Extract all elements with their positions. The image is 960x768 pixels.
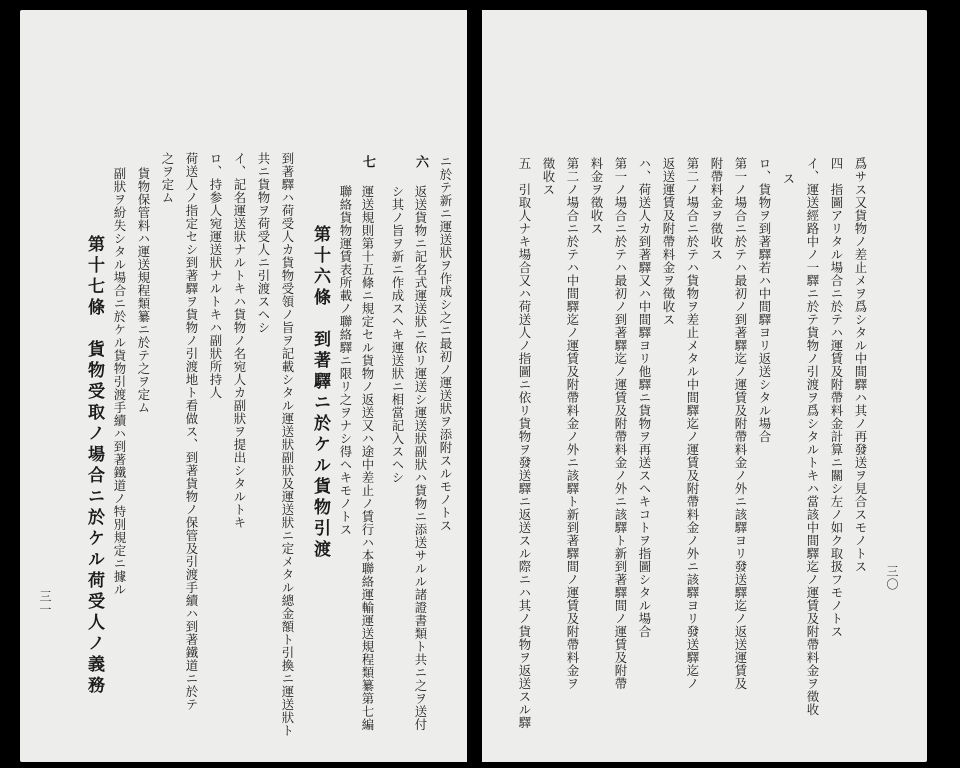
left-page (20, 10, 467, 762)
right-page (482, 10, 927, 762)
text-line: 第一ノ場合ニ於テハ最初ノ到著驛迄ノ運賃及附帶料金ノ外ニ該驛ヨリ發送驛迄ノ返送運賃及 (733, 157, 748, 690)
text-line: 運送規則第十五條ニ規定セル貨物ノ返送又ハ途中差止ノ賃行ハ本聯絡運輸運送規程類纂第七編 (360, 185, 375, 731)
text-line: シ其ノ旨ヲ新ニ作成スヘキ運送狀ニ相當記入スヘシ (390, 185, 405, 484)
text-line: ロ、持参人宛運送狀ナルトキハ副狀所持人 (208, 152, 223, 399)
text-line: 貨物保管料ハ運送規程類纂ニ於テ之ヲ定ム (136, 167, 151, 414)
text-line: 第一ノ場合ニ於テハ最初ノ到著驛迄ノ運賃及附帶料金ノ外ニ該驛ト新到著驛間ノ運賃及附帶 (613, 157, 628, 690)
text-line: 到著驛ハ荷受人カ貨物受領ノ旨ヲ記載シタル運送狀副狀及運送狀ニ定メタル總金額ト引換ニ運送狀ト (280, 152, 295, 737)
section-number: 七 (360, 155, 375, 169)
text-line: 聯絡貨物運賃表所載ノ聯絡驛ニ限リ之ヲナシ得ヘキモノトス (338, 185, 353, 536)
text-line: ス (781, 172, 796, 185)
text-line: 共ニ貨物ヲ荷受人ニ引渡スヘシ (256, 152, 271, 334)
text-line: 返送貨物ニ記名式運送狀ニ依リ運送シ運送狀副狀ハ貨物ニ添送サルル諸證書類ト共ニ之ヲ送付 (413, 185, 428, 731)
text-line: 附帶料金ヲ徵收ス (709, 157, 724, 261)
text-line: 荷送人ノ指定セシ到著驛ヲ貨物ノ引渡地ト看做ス、到著貨物ノ保管及引渡手續ハ到著鐵道ニ於テ (184, 152, 199, 711)
page-number: 三一 (38, 590, 52, 616)
book-gutter (467, 0, 482, 768)
page-number: 三〇 (885, 565, 899, 591)
text-line: ニ於テ新ニ運送狀ヲ作成シ之ニ最初ノ運送狀ヲ添附スルモノトス (438, 155, 453, 532)
text-line: イ、記名運送狀ナルトキハ貨物ノ名宛人カ副狀ヲ提出シタルトキ (232, 152, 247, 529)
text-line: 第二ノ場合ニ於テハ中間驛迄ノ運賃及附帶料金ノ外ニ該驛ト新到著驛間ノ運賃及附帶料金ヲ (565, 157, 580, 690)
text-line: 四 指圖アリタル場合ニ於テハ運賃及附帶料金計算ニ關シ左ノ如ク取扱フモノトス (829, 157, 844, 638)
text-line: ロ、貨物ヲ到著驛若ハ中間驛ヨリ返送シタル場合 (757, 157, 772, 443)
text-line: 五 引取人ナキ場合又ハ荷送人ノ指圖ニ依リ貨物ヲ發送驛ニ返送スル際ニハ其ノ貨物ヲ返送スル驛 (517, 157, 532, 729)
text-line: 返送運賃及附帶料金ヲ徵收ス (661, 157, 676, 326)
text-line: 之ヲ定ム (160, 152, 175, 204)
text-line: 徵收ス (541, 157, 556, 196)
text-line: イ、運送經路中ノ一驛ニ於テ貨物ノ引渡ヲ爲シタルトキハ當該中間驛迄ノ運賃及附帶料金ヲ徵收 (805, 157, 820, 716)
article-heading: 第十七條 貨物受取ノ場合ニ於ケル荷受人ノ義務 (84, 235, 104, 697)
text-line: 料金ヲ徵收ス (589, 157, 604, 235)
article-heading: 第十六條 到著驛ニ於ケル貨物引渡 (310, 225, 330, 561)
text-line: 副狀ヲ紛失シタル場合ニ於ケル貨物引渡手續ハ到著鐵道ノ特別規定ニ據ル (112, 167, 127, 596)
text-line: 爲サス又貨物ノ差止メヲ爲シタル中間驛ハ其ノ再發送ヲ見合スモノトス (853, 157, 868, 573)
section-number: 六 (413, 155, 428, 169)
text-line: ハ、荷送人カ到著驛又ハ中間驛ヨリ他驛ニ貨物ヲ再送スヘキコトヲ指圖シタル場合 (637, 157, 652, 638)
text-line: 第二ノ場合ニ於テハ貨物ヲ差止メタル中間驛迄ノ運賃及附帶料金ノ外ニ該驛ヨリ發送驛迄ノ (685, 157, 700, 690)
